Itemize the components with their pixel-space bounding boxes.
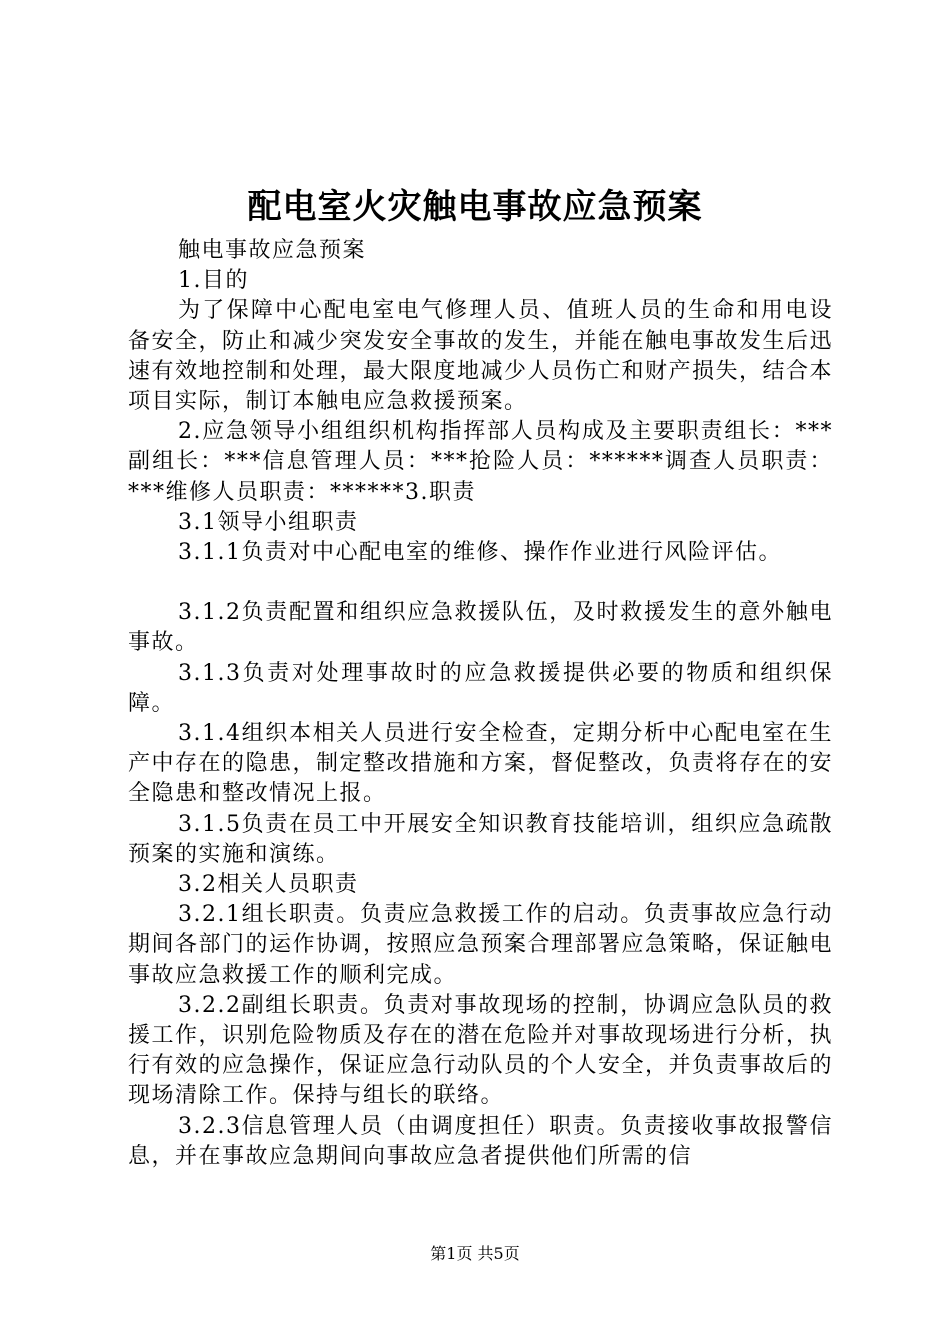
document-title: 配电室火灾触电事故应急预案 [247,187,703,227]
paragraph: 为了保障中心配电室电气修理人员、值班人员的生命和用电设备安全，防止和减少突发安全事故的发生，并能在触电事故发生后迅速有效地控制和处理，最大限度地减少人员伤亡和财产损失，结合本项目实际，制订本触电应急救援预案。 [128,298,834,415]
paragraph: 3.1.3负责对处理事故时的应急救援提供必要的物质和组织保障。 [128,660,833,716]
paragraph: 触电事故应急预案 [178,238,367,263]
paragraph: 1.目的 [178,268,249,294]
page-number-footer: 第1页 共5页 [430,1244,520,1263]
paragraph: 3.1.2负责配置和组织应急救援队伍，及时救援发生的意外触电事故。 [128,600,833,656]
paragraph: 3.2.1组长职责。负责应急救援工作的启动。负责事故应急行动期间各部门的运作协调，按照应急预案合理部署应急策略，保证触电事故应急救援工作的顺利完成。 [128,902,834,988]
paragraph: 3.1.4组织本相关人员进行安全检查，定期分析中心配电室在生产中存在的隐患，制定整改措施和方案，督促整改，负责将存在的安全隐患和整改情况上报。 [128,721,834,807]
paragraph: 3.1.5负责在员工中开展安全知识教育技能培训，组织应急疏散预案的实施和演练。 [128,811,833,867]
paragraph: 3.1.1负责对中心配电室的维修、操作作业进行风险评估。 [178,540,782,566]
paragraph: 3.1领导小组职责 [178,509,359,535]
blank-line [128,568,833,598]
document-body [128,236,833,1172]
paragraph: 3.2.3信息管理人员（由调度担任）职责。负责接收事故报警信息，并在事故应急期间向事故应急者提供他们所需的信 [128,1113,833,1169]
paragraph: 3.2.2副组长职责。负责对事故现场的控制，协调应急队员的救援工作，识别危险物质及存在的潜在危险并对事故现场进行分析，执行有效的应急操作，保证应急行动队员的个人安全，并负责事故后的现场清除工作。保持与组长的联络。 [128,992,834,1109]
paragraph: 3.2相关人员职责 [178,872,359,898]
paragraph: 2.应急领导小组组织机构指挥部人员构成及主要职责组长：***副组长：***信息管理人员：***抢险人员：******调查人员职责：***维修人员职责：******3.职责 [128,419,833,505]
